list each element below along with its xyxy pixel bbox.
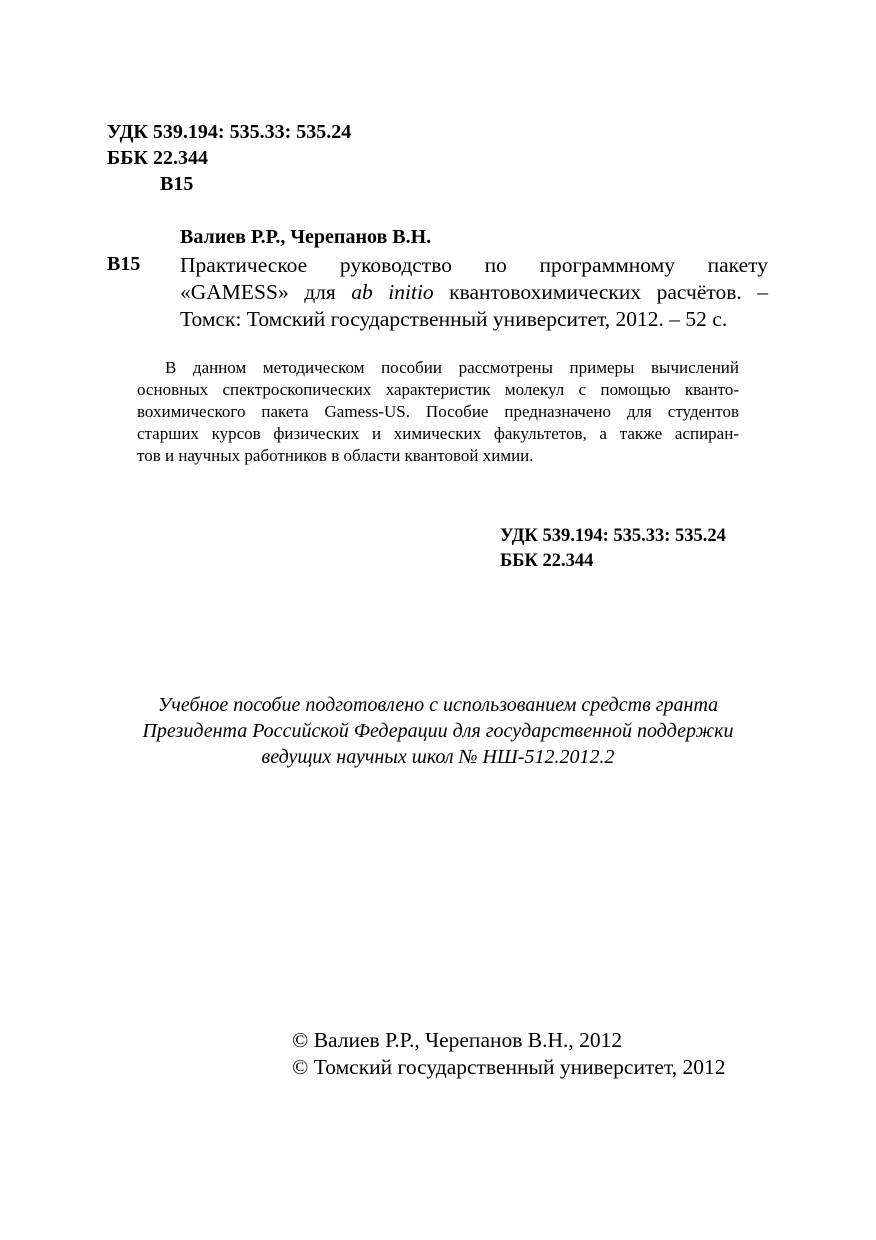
bbk-code-top: ББК 22.344 bbox=[107, 147, 208, 169]
grant-note-line: ведущих научных школ № НШ-512.2012.2 bbox=[261, 746, 615, 768]
citation-line-2-start: «GAMESS» для bbox=[180, 280, 336, 304]
annotation-line: старших курсов физических и химических факультетов, а также аспиран- bbox=[137, 424, 739, 443]
annotation-line: В данном методическом пособии рассмотрены примеры вычислений bbox=[165, 358, 739, 377]
citation-line-2-end: квантовохимических расчётов. – bbox=[449, 280, 769, 304]
udk-code-top: УДК 539.194: 535.33: 535.24 bbox=[107, 121, 352, 143]
copyright-university: © Томский государственный университет, 2012 bbox=[292, 1055, 726, 1079]
citation-author-mark: В15 bbox=[107, 253, 141, 275]
citation-ab-initio: ab initio bbox=[351, 280, 434, 304]
citation-authors: Валиев Р.Р., Черепанов В.Н. bbox=[180, 226, 432, 248]
annotation-line: тов и научных работников в области квантовой химии. bbox=[137, 446, 534, 465]
bbk-code-right: ББК 22.344 bbox=[500, 551, 594, 571]
citation-line-3: Томск: Томский государственный университет, 2012. – 52 с. bbox=[180, 307, 728, 331]
annotation-line: основных спектроскопических характеристик молекул с помощью кванто- bbox=[137, 380, 739, 399]
author-mark-top: В15 bbox=[160, 173, 194, 195]
citation-line-1: Практическое руководство по программному пакету bbox=[180, 253, 768, 277]
citation-line-2 bbox=[180, 279, 768, 306]
grant-note-line: Учебное пособие подготовлено с использованием средств гранта bbox=[157, 694, 719, 716]
grant-note-line: Президента Российской Федерации для государственной поддержки bbox=[142, 720, 734, 742]
copyright-authors: © Валиев Р.Р., Черепанов В.Н., 2012 bbox=[292, 1028, 623, 1052]
udk-code-right: УДК 539.194: 535.33: 535.24 bbox=[500, 526, 726, 546]
annotation-line: вохимического пакета Gamess-US. Пособие предназначено для студентов bbox=[137, 402, 739, 421]
